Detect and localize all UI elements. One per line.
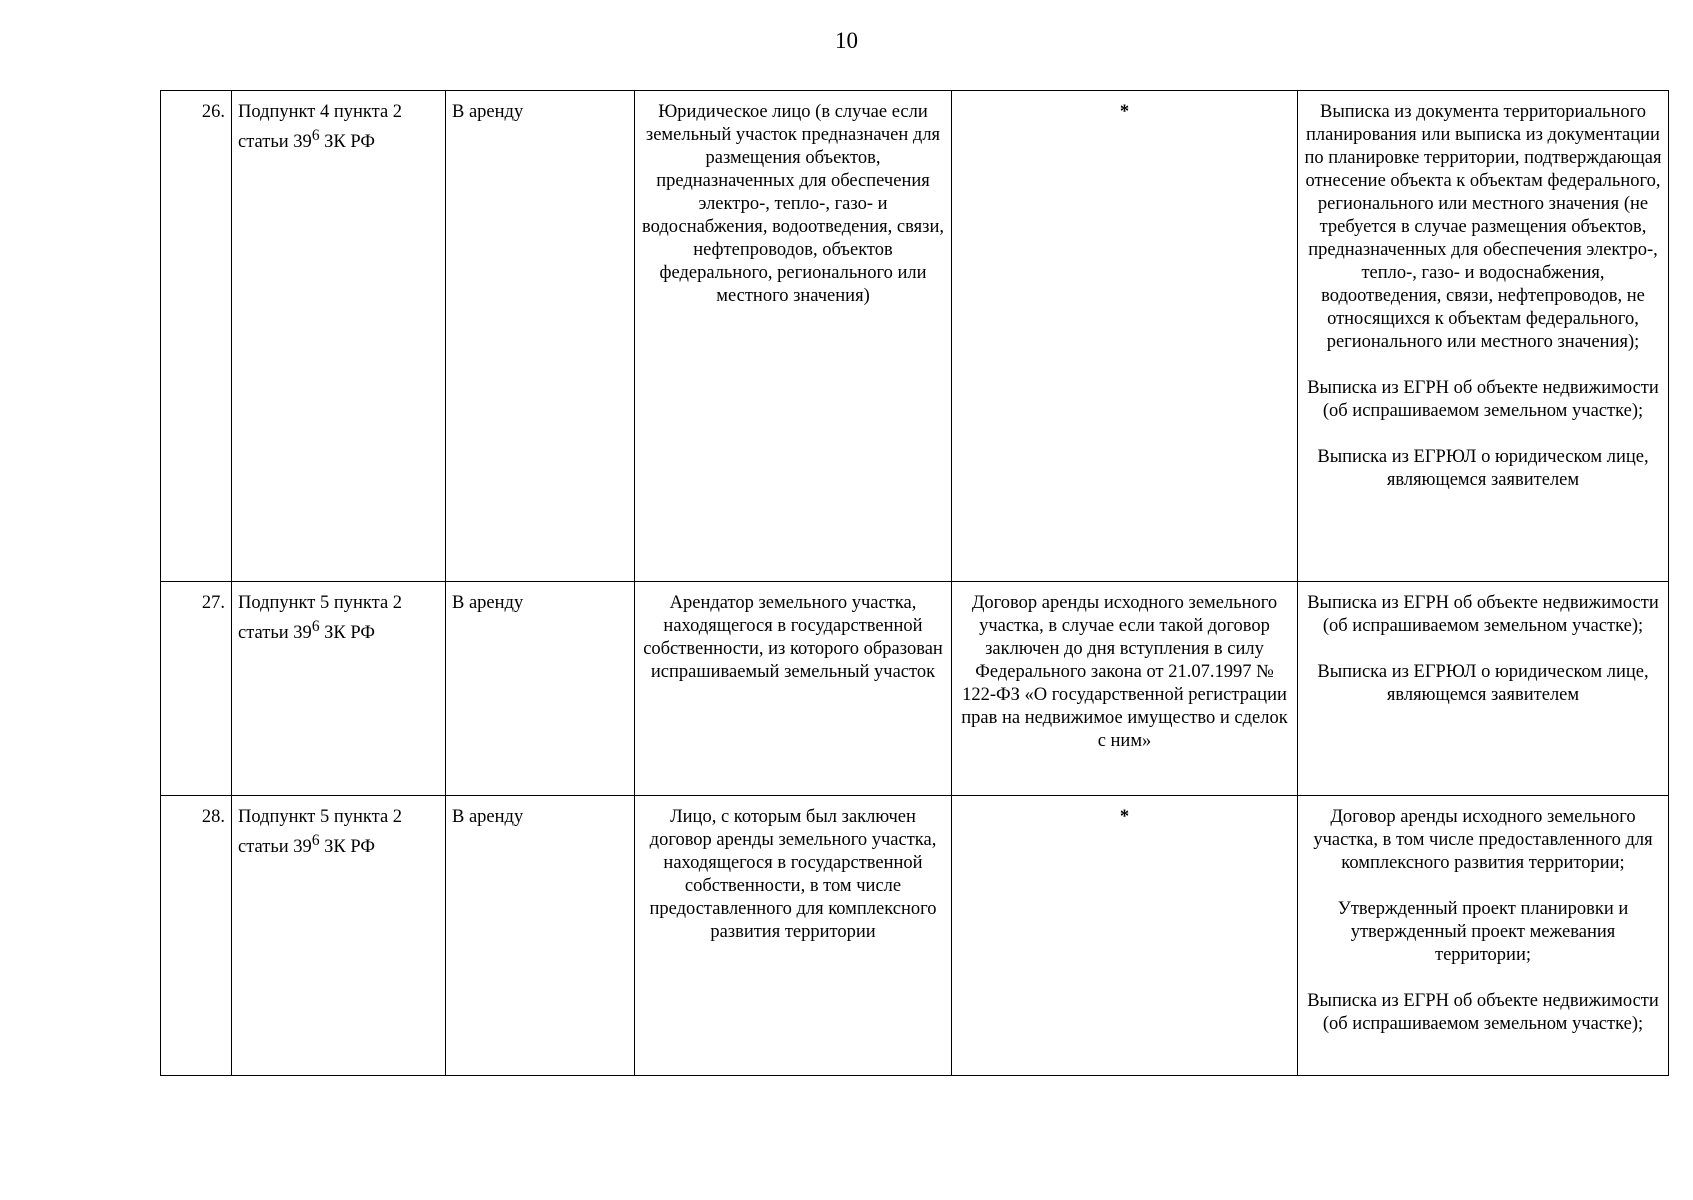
- row-number: 28.: [161, 796, 232, 1076]
- page-number: 10: [835, 28, 858, 53]
- row-number: 26.: [161, 91, 232, 582]
- legal-basis-text: Подпункт 4 пункта 2 статьи 39: [238, 102, 403, 153]
- legal-basis-cell: [232, 582, 446, 796]
- authority-documents: [1298, 796, 1669, 1076]
- applicant-documents: [952, 796, 1298, 1076]
- document-item: Выписка из ЕГРН об объекте недвижимости (об испрашиваемом земельном участке);: [1307, 991, 1659, 1034]
- authority-documents: [1298, 582, 1669, 796]
- table-row: [161, 582, 1669, 796]
- document-item: Выписка из ЕГРН об объекте недвижимости (об испрашиваемом земельном участке);: [1307, 593, 1659, 636]
- document-item: Выписка из ЕГРН об объекте недвижимости (об испрашиваемом земельном участке);: [1307, 378, 1659, 421]
- document-item: Договор аренды исходного земельного участка, в том числе предоставленного для комплексного развития территории;: [1313, 807, 1653, 873]
- document-item: Утвержденный проект планировки и утвержденный проект межевания территории;: [1337, 899, 1629, 965]
- legal-basis-cell: [232, 796, 446, 1076]
- applicant-category: Арендатор земельного участка, находящегося в государственной собственности, из которого образован испрашиваемый земельный участок: [635, 582, 952, 796]
- applicant-category: Юридическое лицо (в случае если земельный участок предназначен для размещения объектов, предназначенных для обеспечения электро-, тепло-, газо- и водоснабжения, водоотведения, связи, нефтепроводов, объектов федерального, регионального или местного значения): [635, 91, 952, 582]
- legal-basis-superscript: 6: [311, 832, 320, 849]
- applicant-category: Лицо, с которым был заключен договор аренды земельного участка, находящегося в государственной собственности, в том числе предоставленного для комплексного развития территории: [635, 796, 952, 1076]
- document-item: Выписка из ЕГРЮЛ о юридическом лице, являющемся заявителем: [1317, 447, 1649, 490]
- applicant-documents: [952, 91, 1298, 582]
- legal-basis-suffix: ЗК РФ: [319, 623, 375, 644]
- row-number: 27.: [161, 582, 232, 796]
- legal-basis-text: Подпункт 5 пункта 2 статьи 39: [238, 807, 403, 858]
- table-row: [161, 91, 1669, 582]
- document-item: Выписка из документа территориального планирования или выписка из документации по планировке территории, подтверждающая отнесение объекта к объектам федерального, регионального или местного значения (не требуется в случае размещения объектов, предназначенных для обеспечения электро-, тепло-, газо- и водоснабжения, водоотведения, связи, нефтепроводов, не относящихся к объектам федерального, регионального или местного значения);: [1304, 102, 1662, 352]
- provision-type: В аренду: [446, 91, 635, 582]
- authority-documents: [1298, 91, 1669, 582]
- legal-basis-suffix: ЗК РФ: [319, 837, 375, 858]
- provision-type: В аренду: [446, 582, 635, 796]
- legal-basis-superscript: 6: [311, 618, 320, 635]
- legal-basis-suffix: ЗК РФ: [319, 132, 375, 153]
- applicant-documents: Договор аренды исходного земельного участка, в случае если такой договор заключен до дня вступления в силу Федерального закона от 21.07.1997 № 122-ФЗ «О государственной регистрации прав на недвижимое имущество и сделок с ним»: [952, 582, 1298, 796]
- legal-basis-superscript: 6: [311, 127, 320, 144]
- legal-basis-text: Подпункт 5 пункта 2 статьи 39: [238, 593, 403, 644]
- services-table: [160, 90, 1669, 1076]
- provision-type: В аренду: [446, 796, 635, 1076]
- table-row: [161, 796, 1669, 1076]
- asterisk-mark: *: [1119, 102, 1130, 122]
- asterisk-mark: *: [1119, 807, 1130, 827]
- document-item: Выписка из ЕГРЮЛ о юридическом лице, являющемся заявителем: [1317, 662, 1649, 705]
- legal-basis-cell: [232, 91, 446, 582]
